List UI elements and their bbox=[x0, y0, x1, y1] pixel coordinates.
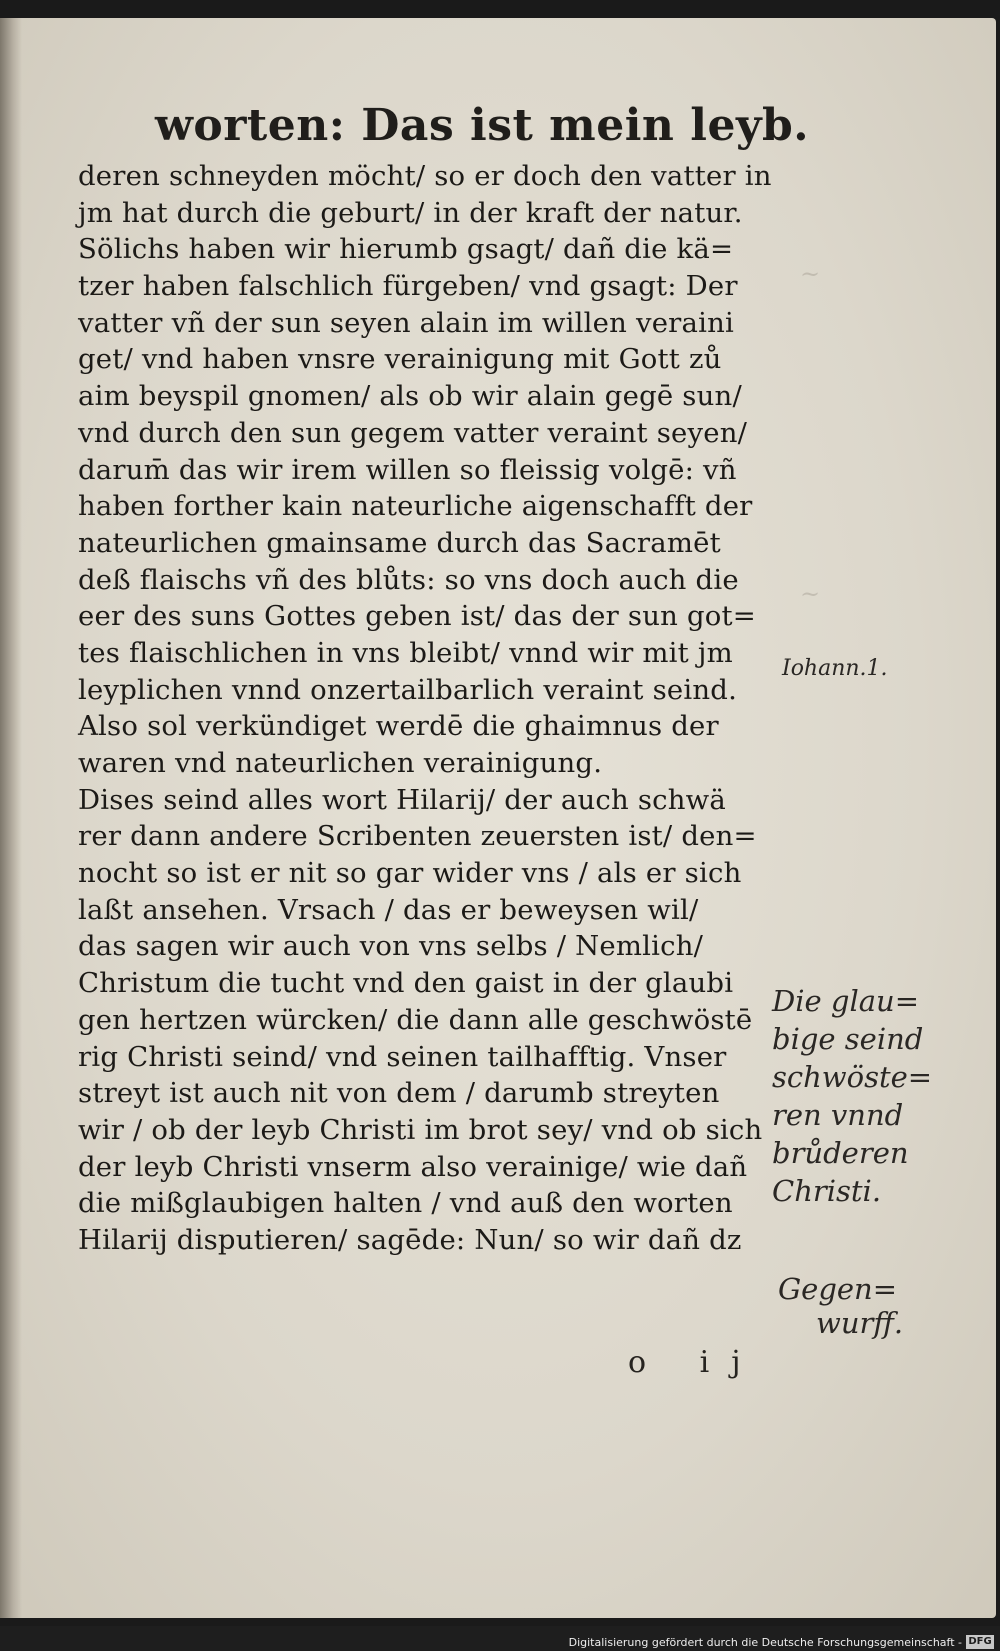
text-line: tes flaischlichen in vns bleibt/ vnnd wir mit jm bbox=[78, 636, 733, 669]
margin-line: Gegen= bbox=[778, 1272, 898, 1306]
text-line: nateurlichen gmainsame durch das Sacramēt bbox=[78, 526, 721, 559]
text-line: deß flaischs vñ des blůts: so vns doch auch die bbox=[78, 563, 739, 596]
text-line: deren schneyden möcht/ so er doch den vatter in bbox=[78, 160, 772, 192]
margin-line: Christi. bbox=[772, 1174, 882, 1208]
text-line: wir / ob der leyb Christi im brot sey/ vnd ob sich bbox=[78, 1113, 763, 1146]
text-line: gen hertzen würcken/ die dann alle geschwöstē bbox=[78, 1003, 753, 1036]
text-line: get/ vnd haben vnsre verainigung mit Gott zů bbox=[78, 343, 722, 376]
text-line: das sagen wir auch von vns selbs / Nemlich/ bbox=[78, 930, 704, 963]
text-line: rig Christi seind/ vnd seinen tailhafftig. Vnser bbox=[78, 1040, 727, 1073]
margin-note-gegenwurff bbox=[778, 1272, 903, 1340]
text-line: jm hat durch die geburt/ in der kraft der natur. bbox=[78, 196, 743, 229]
text-line: vatter vñ der sun seyen alain im willen veraini bbox=[78, 306, 735, 339]
running-header: worten: Das ist mein leyb. bbox=[155, 100, 810, 151]
margin-line: wurff. bbox=[816, 1306, 904, 1340]
text-line: haben forther kain nateurliche aigenschafft der bbox=[78, 490, 753, 523]
bleed-through: ~ bbox=[800, 580, 821, 608]
text-line: laßt ansehen. Vrsach / das er beweysen wil/ bbox=[78, 893, 699, 926]
margin-line: bige seind bbox=[772, 1022, 924, 1056]
text-line: der leyb Christi vnserm also verainige/ wie dañ bbox=[78, 1150, 748, 1183]
text-line: vnd durch den sun gegem vatter veraint seyen/ bbox=[78, 416, 748, 449]
text-line: Dises seind alles wort Hilarij/ der auch schwä bbox=[78, 783, 726, 816]
text-line: tzer haben falschlich fürgeben/ vnd gsagt: Der bbox=[78, 270, 738, 303]
margin-line: Die glau= bbox=[772, 984, 920, 1018]
text-line: Christum die tucht vnd den gaist in der glaubi bbox=[78, 967, 734, 1000]
text-line: aim beyspil gnomen/ als ob wir alain gegē sun/ bbox=[78, 380, 742, 413]
text-line: Sölichs haben wir hierumb gsagt/ dañ die kä= bbox=[78, 233, 734, 266]
dfg-logo: DFG bbox=[966, 1635, 994, 1649]
text-line: waren vnd nateurlichen verainigung. bbox=[78, 747, 603, 779]
margin-line: ren vnnd bbox=[772, 1098, 904, 1132]
text-line: nocht so ist er nit so gar wider vns / als er sich bbox=[78, 857, 742, 890]
text-line: Also sol verkündiget werdē die ghaimnus der bbox=[78, 710, 719, 743]
body-text bbox=[78, 158, 778, 1259]
footer-credit: Digitalisierung gefördert durch die Deutsche Forschungsgemeinschaft - bbox=[568, 1636, 962, 1649]
text-line: darum̄ das wir irem willen so fleissig volgē: vñ bbox=[78, 453, 737, 486]
margin-note-johann: Iohann.1. bbox=[782, 656, 888, 681]
text-line: leyplichen vnnd onzertailbarlich veraint seind. bbox=[78, 673, 738, 706]
text-line: Hilarij disputieren/ sagēde: Nun/ so wir dañ dz bbox=[78, 1223, 742, 1256]
margin-line: brůderen bbox=[772, 1136, 909, 1170]
signature-mark: o ij bbox=[628, 1345, 763, 1380]
bleed-through: ~ bbox=[800, 260, 821, 288]
text-line: eer des suns Gottes geben ist/ das der sun got= bbox=[78, 600, 757, 633]
margin-note-glaubige bbox=[772, 982, 932, 1210]
margin-line: schwöste= bbox=[772, 1060, 933, 1094]
text-line: rer dann andere Scribenten zeuersten ist/ den= bbox=[78, 820, 757, 853]
book-binding bbox=[0, 18, 22, 1618]
text-line: die mißglaubigen halten / vnd auß den worten bbox=[78, 1187, 733, 1220]
text-line: streyt ist auch nit von dem / darumb streyten bbox=[78, 1077, 720, 1110]
